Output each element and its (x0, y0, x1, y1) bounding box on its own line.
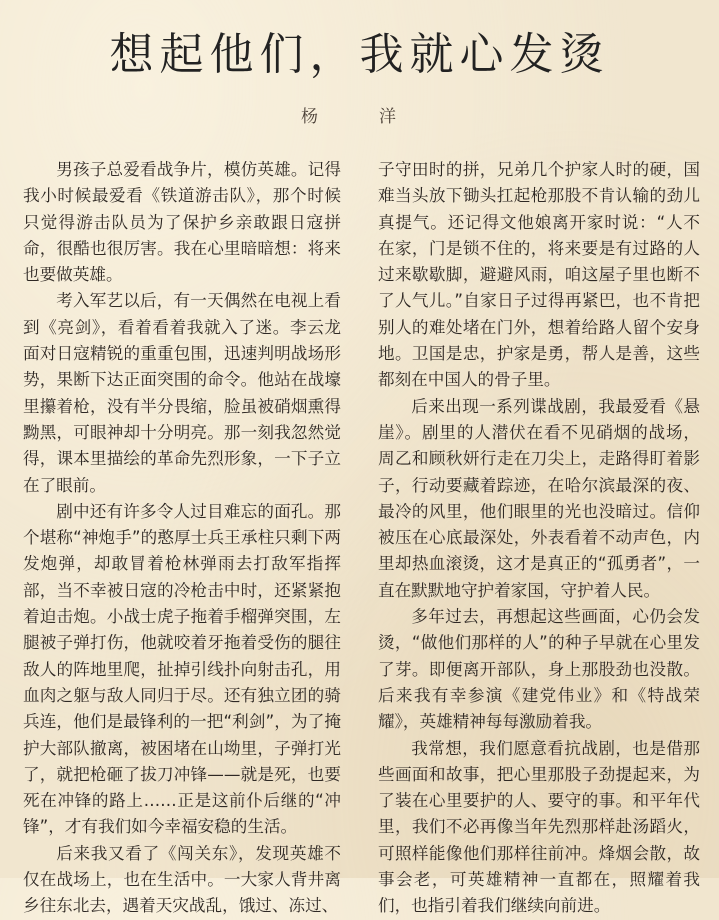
paragraph: 后来我又看了《闯关东》，发现英雄不仅在战场上，也在生活中。一大家人背井离乡往东北去，遇着天灾战乱，饿过、冻过、 (23, 843, 341, 916)
author-name: 杨 洋 (301, 107, 418, 127)
paragraph: 多年过去，再想起这些画面，心仍会发烫，“做他们那样的人”的种子早就在心里发了芽。即便离开部队，身上那股劲也没散。后来我有幸参演《建党伟业》和《特战荣耀》，英雄精神每每激励着我。 (378, 607, 700, 732)
paragraph: 后来出现一系列谍战剧，我最爱看《悬崖》。剧里的人潜伏在看不见硝烟的战场，周乙和顾秋妍行走在刀尖上，走路得盯着影子，行动要藏着踪迹，在哈尔滨最深的夜、最冷的风里，他们眼里的光也没暗过。信仰被压在心底最深处，外表看着不动声色，内里却热血滚烫，这才是真正的“孤勇者”，一直在默默地守护着家国，守护着人民。 (378, 396, 700, 600)
paragraph: 我常想，我们愿意看抗战剧，也是借那些画面和故事，把心里那股子劲提起来，为了装在心里要护的人、要守的事。和平年代里，我们不必再像当年先烈那样赴汤蹈火，可照样能像他们那样往前冲。烽烟会散，故事会老，可英雄精神一直都在，照耀着我们，也指引着我们继续向前进。 (378, 738, 700, 916)
article-title: 想起他们，我就心发烫 (109, 29, 610, 80)
paragraph: 男孩子总爱看战争片，模仿英雄。记得我小时候最爱看《铁道游击队》，那个时候只觉得游击队员为了保护乡亲敢跟日寇拼命，很酷也很厉害。我在心里暗暗想：将来也要做英雄。 (23, 160, 341, 285)
paragraph: 考入军艺以后，有一天偶然在电视上看到《亮剑》，看着看着我就入了迷。李云龙面对日寇精锐的重重包围，迅速判明战场形势，果断下达正面突围的命令。他站在战壕里攥着枪，没有半分畏缩，脸虽被硝烟熏得黝黑，可眼神却十分明亮。那一刻我忽然觉得，课本里描绘的革命先烈形象，一下子立在了眼前。 (23, 291, 341, 495)
paragraph: 剧中还有许多令人过目难忘的面孔。那个堪称“神炮手”的憨厚士兵王承柱只剩下两发炮弹，却敢冒着枪林弹雨去打敌军指挥部，当不幸被日寇的冷枪击中时，还紧紧抱着迫击炮。小战士虎子拖着手榴弹突围，左腿被子弹打伤，他就咬着牙拖着受伤的腿往敌人的阵地里爬，扯掉引线扑向射击孔，用血肉之躯与敌人同归于尽。还有独立团的骑兵连，他们是最锋利的一把“利剑”，为了掩护大部队撤离，被困堵在山坳里，子弹打光了，就把枪砸了拔刀冲锋——就是死，也要死在冲锋的路上……正是这前仆后继的“冲锋”，才有我们如今幸福安稳的生活。 (23, 501, 341, 837)
paragraph-continued: 子守田时的拼，兄弟几个护家人时的硬，国难当头放下锄头扛起枪那股不肯认输的劲儿真提气。还记得文他娘离开家时说：“人不在家，门是锁不住的，将来要是有过路的人过来歇歇脚，避避风雨，咱这屋子里也断不了人气儿。”自家日子过得再紧巴，也不肯把别人的难处堵在门外，想着给路人留个安身地。卫国是忠，护家是勇，帮人是善，这些都刻在中国人的骨子里。 (378, 160, 700, 390)
right-column (378, 157, 700, 920)
left-column (23, 157, 341, 920)
